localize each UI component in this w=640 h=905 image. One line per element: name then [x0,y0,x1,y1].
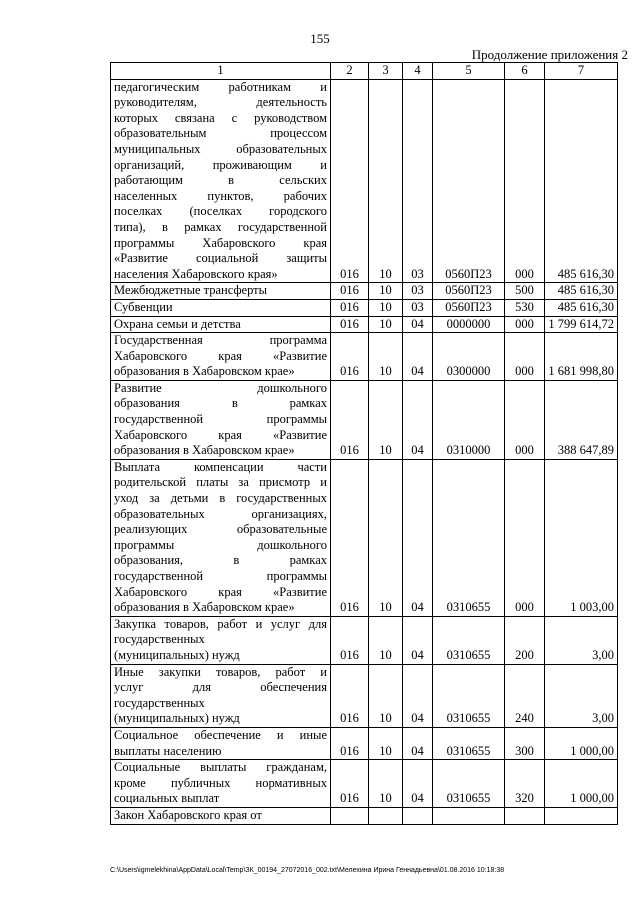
col-ministry [331,807,369,824]
row-name [111,807,331,824]
col-expense-type: 000 [505,79,545,283]
col-ministry: 016 [331,79,369,283]
col-target-item: 0560П23 [433,299,505,316]
col-expense-type: 320 [505,760,545,808]
col-section: 10 [369,664,403,727]
table-row [111,664,618,727]
row-name-line: государственных [114,695,205,710]
col-amount: 388 647,89 [545,380,618,459]
col-amount: 1 000,00 [545,727,618,759]
row-name-line: уход за детьми в государственных [114,491,327,506]
col-target-item: 0300000 [433,333,505,381]
row-name-line: социальных выплат [114,791,220,806]
col-target-item: 0560П23 [433,79,505,283]
row-name-line: Социальные выплаты гражданам, [114,760,327,775]
col-ministry: 016 [331,283,369,300]
row-name-line: государственных [114,632,205,647]
col-target-item: 0000000 [433,316,505,333]
col-target-item: 0310655 [433,760,505,808]
row-name-line: образования в Хабаровском крае» [114,443,295,458]
col-ministry: 016 [331,760,369,808]
col-amount: 3,00 [545,616,618,664]
col-target-item: 0310000 [433,380,505,459]
col-section: 10 [369,727,403,759]
row-name-line: образования, в рамках [114,553,327,568]
row-name-line: которых связана с руководством [114,110,327,125]
col-subsection: 04 [403,760,433,808]
col-ministry: 016 [331,727,369,759]
header-col-5: 5 [433,63,505,80]
row-name-line: Субвенции [114,299,173,314]
page-number: 155 [310,31,330,46]
col-section: 10 [369,380,403,459]
row-name-line: «Развитие социальной защиты [114,251,327,266]
row-name-line: образования в Хабаровском крае» [114,600,295,615]
col-section [369,807,403,824]
row-name [111,727,331,759]
row-name-line: организаций, проживающим и [114,157,327,172]
header-col-4: 4 [403,63,433,80]
row-name-line: кроме публичных нормативных [114,775,327,790]
row-name-line: типа), в рамках государственной [114,219,327,234]
row-name-line: образовательных организациях, [114,506,327,521]
col-target-item: 0310655 [433,664,505,727]
col-target-item: 0560П23 [433,283,505,300]
col-subsection: 03 [403,79,433,283]
table-row [111,333,618,381]
col-subsection: 04 [403,380,433,459]
row-name-line: программы дошкольного [114,537,327,552]
col-amount: 485 616,30 [545,299,618,316]
row-name [111,79,331,283]
row-name-line: педагогическим работникам и [114,79,327,94]
table-row [111,79,618,283]
col-subsection: 04 [403,333,433,381]
row-name-line: работающим в сельских [114,173,327,188]
col-ministry: 016 [331,616,369,664]
row-name-line: Хабаровского края «Развитие [114,584,327,599]
budget-table [110,62,618,825]
header-col-7: 7 [545,63,618,80]
col-amount: 1 799 614,72 [545,316,618,333]
col-section: 10 [369,283,403,300]
table-row [111,727,618,759]
col-subsection [403,807,433,824]
row-name-line: Государственная программа [114,333,327,348]
row-name-line: Охрана семьи и детства [114,316,241,331]
col-subsection: 04 [403,664,433,727]
row-name-line: муниципальных образовательных [114,141,327,156]
row-name-line: Развитие дошкольного [114,380,327,395]
row-name-line: программы Хабаровского края [114,235,327,250]
file-path-footer: C:\Users\igmelekhina\AppData\Local\Temp\ЗК_00194_27072016_002.txt\Мелехина Ирина Геннадьевна\01.08.2016 10:18:38 [110,867,505,874]
row-name-line: руководителям, деятельность [114,95,327,110]
header-col-6: 6 [505,63,545,80]
table-row [111,616,618,664]
header-col-3: 3 [369,63,403,80]
col-ministry: 016 [331,316,369,333]
col-expense-type: 300 [505,727,545,759]
row-name-line: Закупка товаров, работ и услуг для [114,616,327,631]
table-row [111,299,618,316]
col-expense-type [505,807,545,824]
row-name-line: государственной программы [114,412,327,427]
row-name-line: образования в Хабаровском крае» [114,364,295,379]
row-name [111,380,331,459]
row-name [111,333,331,381]
header-col-2: 2 [331,63,369,80]
row-name-line: населенных пунктов, рабочих [114,188,327,203]
col-section: 10 [369,616,403,664]
col-subsection: 04 [403,727,433,759]
col-amount [545,807,618,824]
col-ministry: 016 [331,299,369,316]
row-name-line: поселках (поселках городского [114,204,327,219]
col-section: 10 [369,79,403,283]
row-name-line: Закон Хабаровского края от [114,807,262,822]
col-section: 10 [369,760,403,808]
col-target-item [433,807,505,824]
col-subsection: 03 [403,299,433,316]
col-section: 10 [369,316,403,333]
col-expense-type: 000 [505,380,545,459]
col-subsection: 04 [403,616,433,664]
col-amount: 1 000,00 [545,760,618,808]
header-col-1: 1 [111,63,331,80]
row-name-line: образования в рамках [114,396,327,411]
col-expense-type: 530 [505,299,545,316]
col-expense-type: 200 [505,616,545,664]
row-name-line: Межбюджетные трансферты [114,283,268,298]
col-ministry: 016 [331,664,369,727]
row-name-line: образовательным процессом [114,126,327,141]
row-name-line: населения Хабаровского края» [114,266,278,281]
col-ministry: 016 [331,333,369,381]
row-name-line: Выплата компенсации части [114,459,327,474]
row-name [111,760,331,808]
col-target-item: 0310655 [433,727,505,759]
col-amount: 485 616,30 [545,79,618,283]
row-name-line: Хабаровского края «Развитие [114,348,327,363]
table-row [111,807,618,824]
table-header-row [111,63,618,80]
col-expense-type: 500 [505,283,545,300]
row-name [111,616,331,664]
col-expense-type: 000 [505,459,545,616]
row-name-line: услуг для обеспечения [114,680,327,695]
col-subsection: 04 [403,316,433,333]
row-name-line: реализующих образовательные [114,522,327,537]
col-subsection: 04 [403,459,433,616]
row-name-line: выплаты населению [114,743,222,758]
col-ministry: 016 [331,459,369,616]
table-row [111,380,618,459]
table-row [111,283,618,300]
col-expense-type: 000 [505,333,545,381]
row-name-line: родительской платы за присмотр и [114,475,327,490]
continuation-label: Продолжение приложения 2 [471,47,628,62]
col-amount: 3,00 [545,664,618,727]
col-ministry: 016 [331,380,369,459]
row-name-line: Социальное обеспечение и иные [114,727,327,742]
col-section: 10 [369,333,403,381]
row-name-line: Иные закупки товаров, работ и [114,664,327,679]
col-amount: 1 003,00 [545,459,618,616]
row-name-line: государственной программы [114,569,327,583]
col-subsection: 03 [403,283,433,300]
row-name [111,299,331,316]
col-expense-type: 240 [505,664,545,727]
row-name [111,283,331,300]
row-name-line: Хабаровского края «Развитие [114,427,327,442]
table-row [111,459,618,616]
col-section: 10 [369,299,403,316]
col-section: 10 [369,459,403,616]
row-name [111,664,331,727]
col-target-item: 0310655 [433,616,505,664]
col-target-item: 0310655 [433,459,505,616]
row-name [111,316,331,333]
col-amount: 1 681 998,80 [545,333,618,381]
col-expense-type: 000 [505,316,545,333]
table-row [111,316,618,333]
col-amount: 485 616,30 [545,283,618,300]
table-row [111,760,618,808]
row-name-line: (муниципальных) нужд [114,711,240,726]
row-name-line: (муниципальных) нужд [114,647,240,662]
row-name [111,459,331,616]
